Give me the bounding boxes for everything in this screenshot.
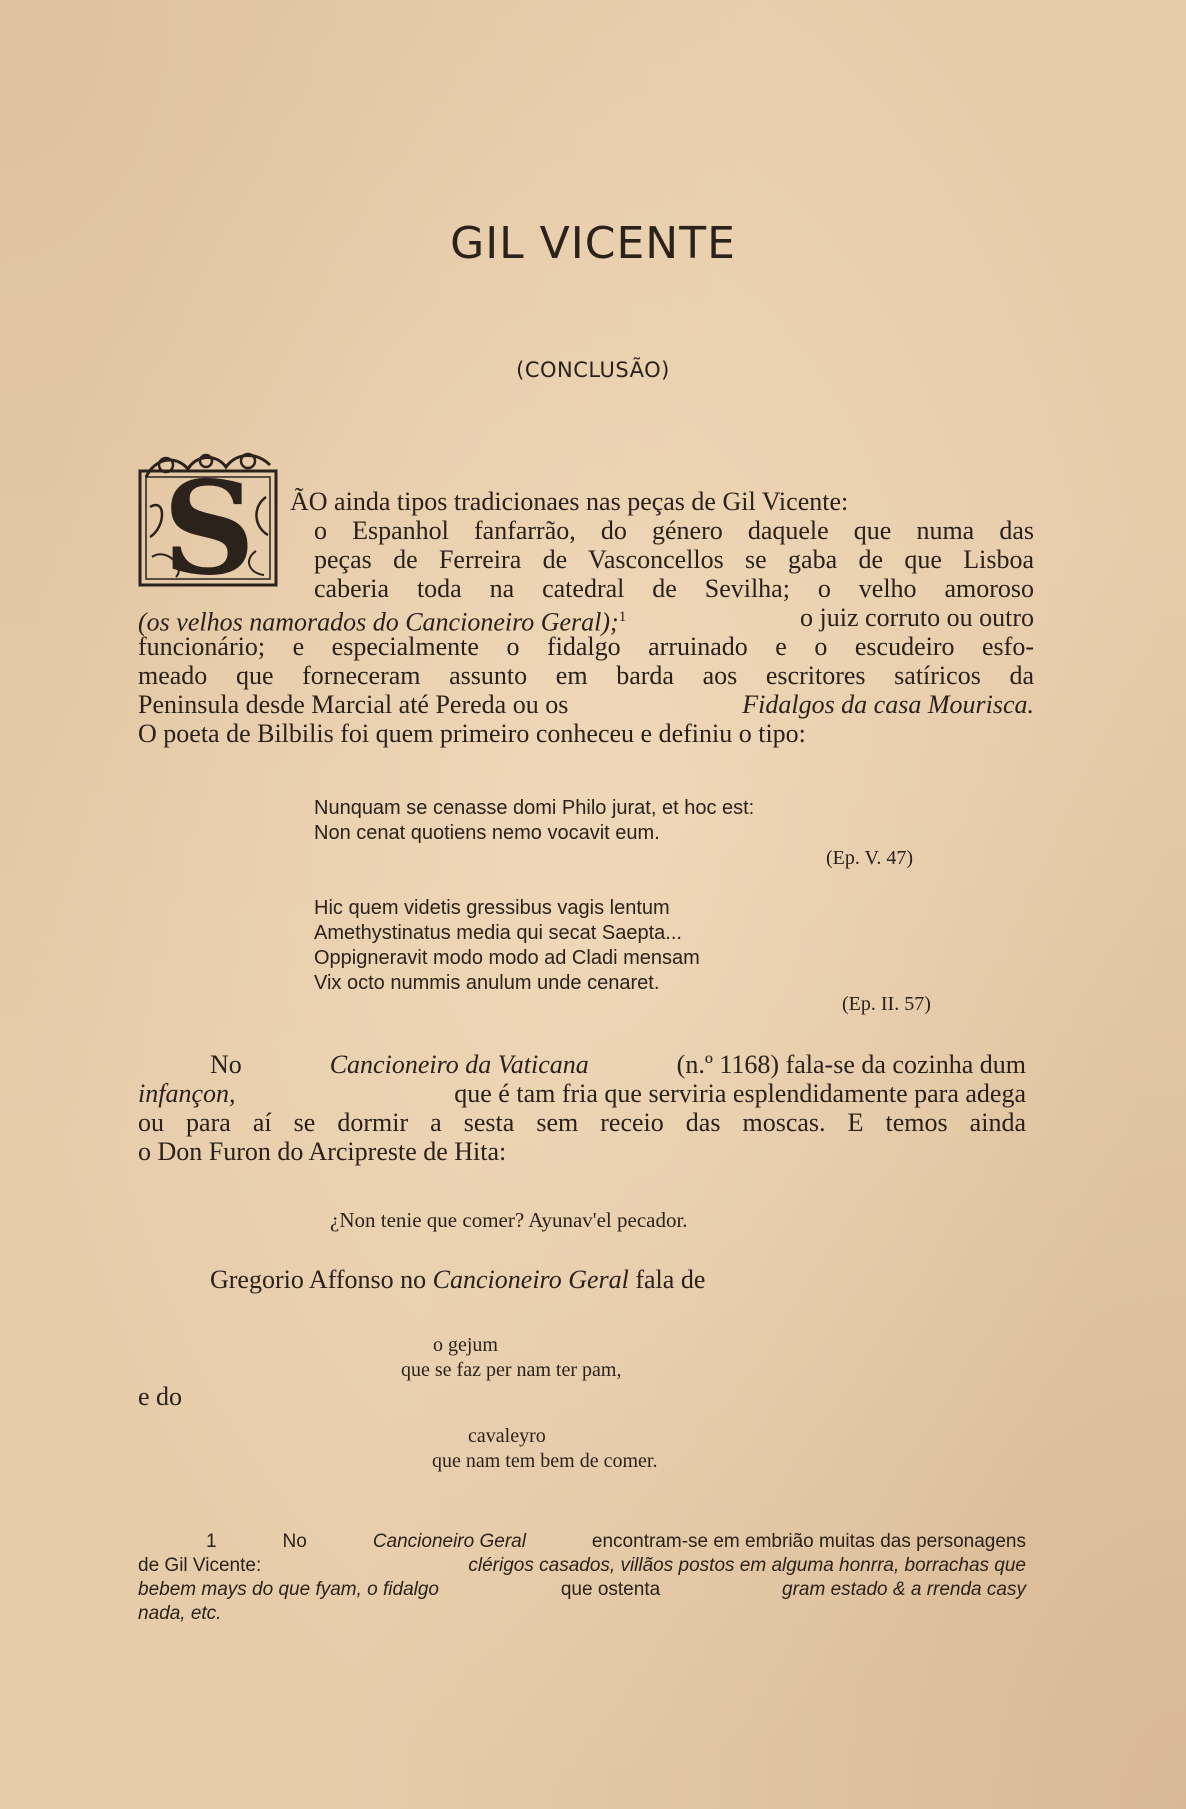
citation-ref: (Ep. V. 47) [826, 847, 914, 869]
text-line: caberia toda na catedral de Sevilha; o velho amoroso [314, 574, 1034, 603]
text-line: ÃO ainda tipos tradicionaes nas peças de Gil Vicente: [290, 487, 849, 516]
footnote-line: bebem mays do que fyam, o fidalgo que ostenta gram estado & a rrenda casy [138, 1579, 1026, 1600]
citation-ref: (Ep. II. 57) [842, 993, 931, 1015]
text-line: funcionário; e especialmente o fidalgo arruinado e o escudeiro esfo- [138, 632, 1034, 661]
text-line: ou para aí se dormir a sesta sem receio das moscas. E temos ainda [138, 1108, 1026, 1137]
page-title: GIL VICENTE [450, 218, 736, 269]
footnote-line: 1 No Cancioneiro Geral encontram-se em embrião muitas das personagens [206, 1531, 1026, 1552]
footnote-line: nada, etc. [138, 1603, 222, 1624]
text-line: o Espanhol fanfarrão, do género daquele que numa das [314, 516, 1034, 545]
ornamental-initial-s-icon [136, 447, 282, 589]
text-line: peças de Ferreira de Vasconcellos se gaba de que Lisboa [314, 545, 1034, 574]
verse-quote: Hic quem videtis gressibus vagis lentum Amethystinatus media qui secat Saepta... Oppigneravit modo modo ad Cladi mensam Vix octo nummis anulum unde cenaret. [314, 897, 700, 994]
footnote-line: de Gil Vicente: clérigos casados, villãos postos em alguma honrra, borrachas que [138, 1555, 1026, 1576]
verse-quote: Nunquam se cenasse domi Philo jurat, et hoc est: Non cenat quotiens nemo vocavit eum. [314, 797, 755, 844]
text-line: No Cancioneiro da Vaticana (n.º 1168) fala-se da cozinha dum [210, 1050, 1026, 1079]
text-line: meado que forneceram assunto em barda aos escritores satíricos da [138, 661, 1034, 690]
dropcap-letter: S [162, 454, 256, 589]
verse-quote: cavaleyro que nam tem bem de comer. [432, 1425, 658, 1472]
text-line: o Don Furon do Arcipreste de Hita: [138, 1137, 507, 1166]
text-line: infançon, que é tam fria que serviria esplendidamente para adega [138, 1079, 1026, 1108]
text-line: (os velhos namorados do Cancioneiro Geral);$^1$ o juiz corruto ou outro [138, 603, 1034, 637]
verse-quote: ¿Non tenie que comer? Ayunav'el pecador. [330, 1208, 688, 1232]
text-line: Gregorio Affonso no Cancioneiro Geral fala de [210, 1265, 706, 1294]
text-line: O poeta de Bilbilis foi quem primeiro conheceu e definiu o tipo: [138, 719, 806, 748]
text-line: Peninsula desde Marcial até Pereda ou os Fidalgos da casa Mourisca. [138, 690, 1034, 719]
text-line: e do [138, 1382, 183, 1411]
verse-quote: o gejum que se faz per nam ter pam, [401, 1334, 622, 1381]
page-subtitle: (CONCLUSÃO) [516, 358, 670, 382]
